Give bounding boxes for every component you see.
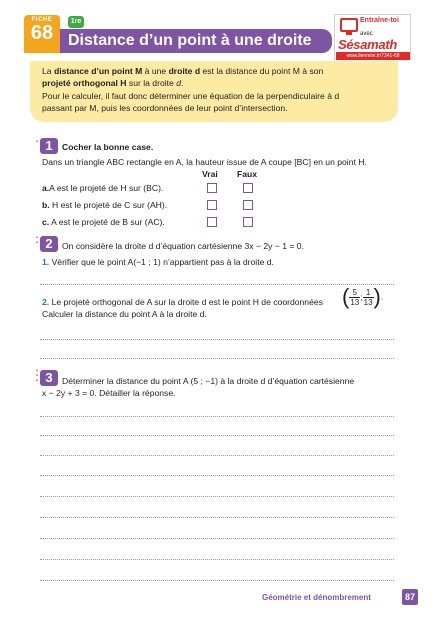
ex1-item-b [42, 199, 167, 211]
ex1-item-c [42, 216, 165, 228]
sesamath-avec: avec [360, 31, 373, 37]
checkbox-a-faux[interactable] [243, 183, 253, 193]
def-term-projete: projeté orthogonal H [42, 78, 127, 89]
def-var-d: d [176, 78, 181, 89]
def-text-c: à une [142, 66, 169, 76]
ex1-item-a-text: A est le projeté de H sur (BC). [49, 183, 164, 193]
def-text-e: est la distance du point M à son [200, 66, 324, 76]
ex2-q2-text: Le projeté orthogonal de A sur la droite d est le point H de coordonnées [51, 297, 323, 307]
exercise-3-line2: x − 2y + 3 = 0. Détailler la réponse. [42, 388, 176, 398]
ex2-q1-text: Vérifier que le point A(−1 ; 1) n’appartient pas à la droite d. [51, 257, 274, 267]
fiche-tab [24, 15, 60, 53]
answer-line[interactable] [40, 580, 394, 581]
answer-line[interactable] [40, 339, 394, 340]
ex1-item-a [42, 182, 163, 194]
def-term-droite: droite d [168, 66, 201, 76]
definition-paragraph-1 [42, 65, 392, 90]
grade-badge: 1re [68, 16, 84, 28]
column-faux: Faux [237, 169, 258, 179]
computer-stand-icon [346, 32, 352, 35]
answer-line[interactable] [40, 538, 394, 539]
difficulty-dots-3: • • • [36, 368, 38, 384]
answer-line[interactable] [40, 455, 394, 456]
computer-icon [340, 18, 358, 32]
ex2-q2-line2: Calculer la distance du point A à la droite d. [42, 309, 207, 319]
sesamath-url[interactable]: www.lienmini.fr/7341-68 [336, 52, 410, 60]
ex1-item-b-letter: b. [42, 200, 50, 210]
column-vrai: Vrai [202, 169, 218, 179]
checkbox-b-vrai[interactable] [207, 200, 217, 210]
definition-paragraph-2 [42, 90, 392, 115]
fiche-label: FICHE [31, 17, 53, 23]
fraction-y-num: 1 [363, 288, 374, 298]
def-term-distance: distance d’un point M [53, 66, 143, 76]
sesamath-logo: Sésamath [338, 37, 398, 52]
fraction-x [349, 287, 363, 307]
exercise-1-title: Cocher la bonne case. [62, 142, 154, 152]
answer-line[interactable] [40, 284, 394, 285]
def-p2-line1: Pour le calculer, il faut donc déterminer une équation de la perpendiculaire à d [42, 90, 340, 101]
answer-line[interactable] [40, 496, 394, 497]
difficulty-dots-2: • • [36, 235, 38, 246]
checkbox-c-faux[interactable] [243, 217, 253, 227]
coord-separator: ; [360, 292, 363, 302]
paren-open: ( [342, 284, 350, 309]
footer-section: Géométrie et dénombrement [262, 593, 371, 602]
definition-text [42, 65, 392, 114]
def-p2-line2: passant par M, puis les coordonnées de leur point d’intersection. [42, 102, 288, 113]
answer-line[interactable] [40, 416, 394, 417]
answer-line[interactable] [40, 358, 394, 359]
ex1-item-c-letter: c. [42, 217, 50, 227]
exercise-1-badge: 1 [40, 138, 58, 154]
checkbox-b-faux[interactable] [243, 200, 253, 210]
page-number: 87 [402, 589, 418, 605]
coordinates-H: ( $\frac{5}{13}$ ; $\frac{1}{13}$ ). [342, 284, 384, 309]
fiche-number: 68 [30, 22, 54, 44]
exercise-3-line1: Déterminer la distance du point A (5 ; −1) à la droite d d’équation cartésienne [62, 376, 355, 386]
ex1-item-a-letter: a. [42, 183, 50, 193]
answer-line[interactable] [40, 435, 394, 436]
def-text-i: . [180, 78, 184, 89]
ex1-item-c-text: A est le projeté de B sur (AC). [51, 217, 165, 227]
checkbox-a-vrai[interactable] [207, 183, 217, 193]
exercise-2-intro: On considère la droite d d’équation cartésienne 3x − 2y − 1 = 0. [62, 241, 304, 251]
fraction-x-num: 5 [349, 288, 360, 298]
difficulty-dots-1: • [36, 139, 38, 145]
sesamath-tagline: Entraîne-toi [360, 17, 399, 24]
answer-line[interactable] [40, 559, 394, 560]
paren-close: ) [373, 284, 381, 309]
ex2-q2-number: 2. [42, 297, 50, 307]
def-text-a: La [42, 66, 54, 76]
answer-line[interactable] [40, 517, 394, 518]
def-text-g: sur la droite [126, 78, 177, 89]
fraction-y-den: 13 [363, 297, 373, 307]
ex1-item-b-text: H est le projeté de C sur (AH). [52, 200, 168, 210]
exercise-3-badge: 3 [40, 370, 58, 386]
fraction-y [363, 288, 374, 307]
exercise-1-intro: Dans un triangle ABC rectangle en A, la hauteur issue de A coupe [BC] en un point H. [42, 157, 367, 167]
checkbox-c-vrai[interactable] [207, 217, 217, 227]
exercise-2-badge: 2 [40, 236, 58, 252]
ex2-q1-number: 1. [42, 257, 50, 267]
ex2-q2 [42, 296, 323, 308]
page-title: Distance d’un point à une droite [68, 32, 312, 49]
ex2-q1 [42, 256, 274, 268]
fraction-x-den: 13 [350, 297, 360, 307]
answer-line[interactable] [40, 475, 394, 476]
